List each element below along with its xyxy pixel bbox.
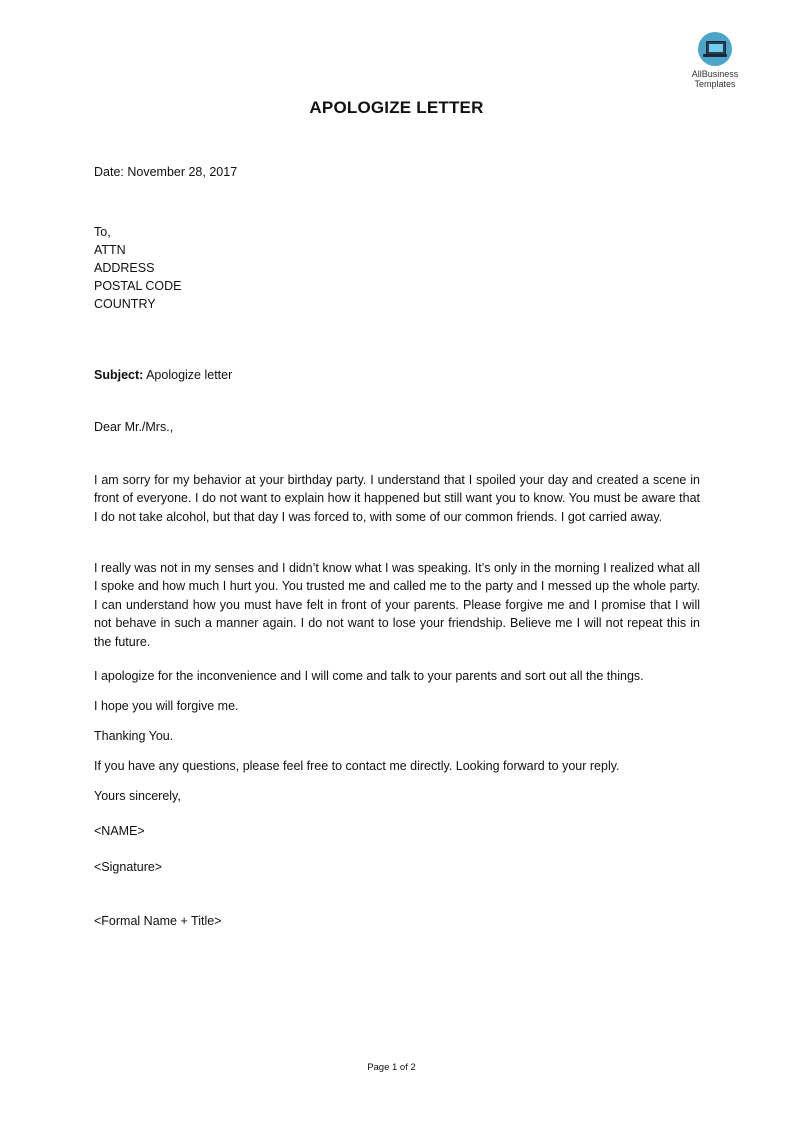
formal-name-placeholder: <Formal Name + Title> xyxy=(94,914,222,928)
body-paragraph-2: I really was not in my senses and I didn’t know what I was speaking. It’s only in the morning I realized what all I spoke and how much I hurt you. You trusted me and called me to the party and I messed up the whole party. I can understand how you must have felt in front of your parents. Please forgive me and I promise that I will not behave in such a manner again. I do not want to lose your friendship. Believe me I will not repeat this in the future. xyxy=(94,561,700,649)
address-country: COUNTRY xyxy=(94,297,156,311)
name-placeholder: <NAME> xyxy=(94,824,145,838)
body-paragraph-3: I apologize for the inconvenience and I will come and talk to your parents and sort out all the things. xyxy=(94,669,644,683)
subject-label: Subject: xyxy=(94,368,144,382)
body-paragraph-6: If you have any questions, please feel free to contact me directly. Looking forward to your reply. xyxy=(94,759,620,773)
document-title: APOLOGIZE LETTER xyxy=(309,98,484,117)
logo-text xyxy=(676,69,754,89)
laptop-icon xyxy=(698,32,732,66)
body-paragraph-1: I am sorry for my behavior at your birthday party. I understand that I spoiled your day and created a scene in front of everyone. I do not want to explain how it happened but still want you to know. You must be aware that I do not take alcohol, but that day I was forced to, with some of our common friends. I got carried away. xyxy=(94,473,700,524)
logo-line-1: AllBusiness xyxy=(691,69,739,79)
page-number: Page 1 of 2 xyxy=(367,1062,416,1073)
address-to: To, xyxy=(94,225,111,239)
recipient-address xyxy=(94,223,700,313)
address-postal-code: POSTAL CODE xyxy=(94,279,182,293)
sign-off: Yours sincerely, xyxy=(94,789,181,803)
logo-line-2: Templates xyxy=(694,79,736,89)
subject-line xyxy=(94,366,700,384)
subject-text: Apologize letter xyxy=(143,368,233,382)
body-paragraph-4: I hope you will forgive me. xyxy=(94,699,239,713)
salutation: Dear Mr./Mrs., xyxy=(94,420,174,434)
company-logo xyxy=(676,32,754,89)
address-attn: ATTN xyxy=(94,243,126,257)
body-paragraph-5: Thanking You. xyxy=(94,729,174,743)
signature-placeholder: <Signature> xyxy=(94,860,163,874)
address-street: ADDRESS xyxy=(94,261,155,275)
date-line: Date: November 28, 2017 xyxy=(94,165,238,179)
